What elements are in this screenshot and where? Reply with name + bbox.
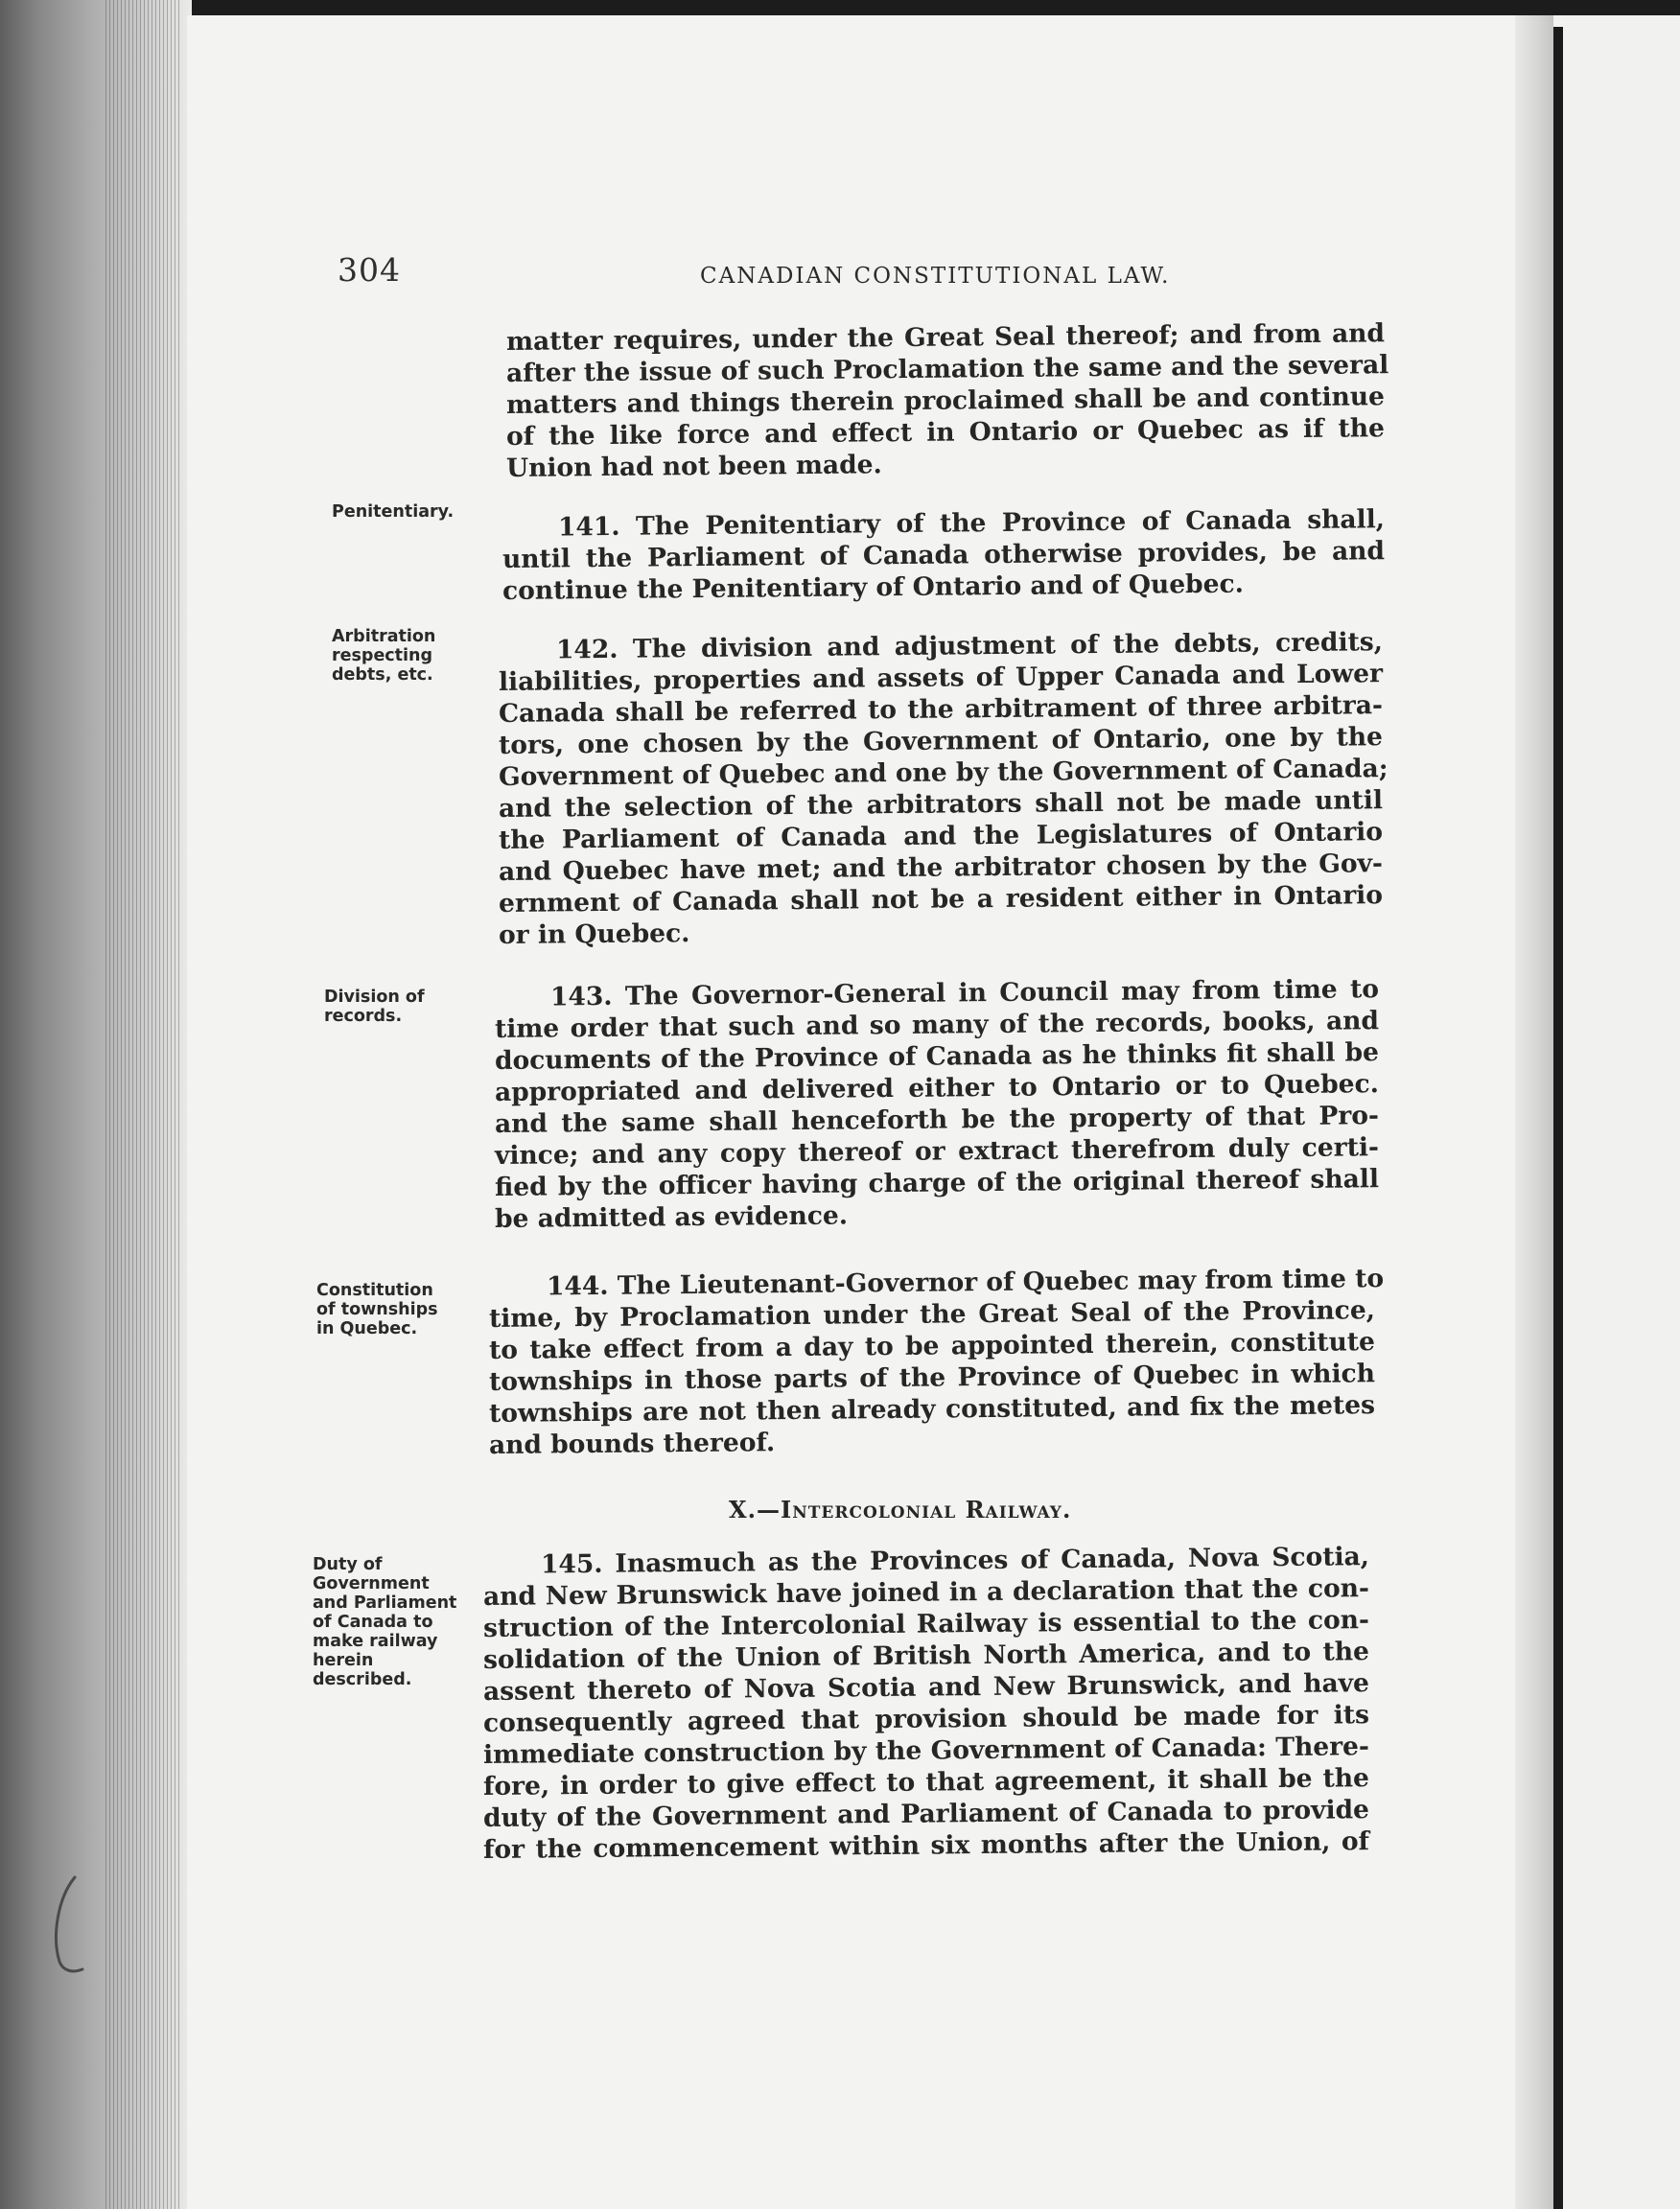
text-line: liabilities, properties and assets of Upper Canada and Lower: [498, 659, 1384, 697]
section-number: 145.: [540, 1548, 603, 1580]
text-line: townships in those parts of the Province of Quebec in which: [488, 1359, 1376, 1397]
margin-note-railway: described.: [313, 1670, 412, 1689]
margin-note-penitentiary: Penitentiary.: [332, 502, 455, 522]
text-line: the Parliament of Canada and the Legislatures of Ontario: [498, 817, 1384, 855]
text-line: matters and things therein proclaimed shall be and continue: [505, 382, 1386, 420]
text-line: fore, in order to give effect to that agreement, it shall be the: [482, 1763, 1370, 1802]
margin-note-railway: Duty of: [313, 1555, 383, 1574]
text-line: and New Brunswick have joined in a declaration that the con-: [482, 1573, 1370, 1612]
margin-note-division: Division of: [324, 988, 425, 1007]
text-line: matter requires, under the Great Seal thereof; and from and: [505, 318, 1386, 357]
text-line: after the issue of such Proclamation the same and the several: [505, 350, 1389, 388]
text-line: be admitted as evidence.: [494, 1200, 849, 1234]
text-line: consequently agreed that provision should be made for its: [482, 1700, 1370, 1738]
text-line: solidation of the Union of British North America, and to the: [482, 1637, 1370, 1675]
margin-note-railway: Government: [313, 1574, 430, 1593]
margin-note-railway: and Parliament: [313, 1593, 457, 1613]
margin-note-division: records.: [324, 1007, 403, 1026]
section-number: 142.: [555, 634, 618, 665]
text-line: struction of the Intercolonial Railway is essential to the con-: [482, 1605, 1370, 1643]
margin-note-townships: Constitution: [316, 1281, 433, 1300]
margin-note-townships: of townships: [316, 1300, 438, 1319]
section-text: The Governor-General in Council may from time to: [612, 974, 1380, 1011]
text-line: Canada shall be referred to the arbitrament of three arbitra-: [498, 690, 1384, 729]
text-line: Government of Quebec and one by the Government of Canada;: [498, 754, 1388, 792]
section-text: The Lieutenant-Governor of Quebec may from time to: [608, 1264, 1385, 1301]
text-line: Union had not been made.: [505, 450, 882, 483]
margin-note-arbitration: Arbitration: [332, 627, 436, 646]
text-line: to take effect from a day to be appointed therein, constitute: [488, 1327, 1376, 1365]
text-line: fied by the officer having charge of the original thereof shall: [494, 1164, 1380, 1202]
running-head: CANADIAN CONSTITUTIONAL LAW.: [700, 264, 1171, 289]
text-line: ernment of Canada shall not be a resident either in Ontario: [498, 880, 1384, 918]
text-line: vince; and any copy thereof or extract therefrom duly certi-: [494, 1132, 1380, 1171]
page-edge-lines: [105, 0, 182, 2209]
part-title: Intercolonial Railway.: [780, 1496, 1072, 1523]
margin-note-railway: make railway: [313, 1632, 438, 1651]
facing-page-edge: [1563, 15, 1680, 2209]
text-line: for the commencement within six months after the Union, of: [482, 1826, 1370, 1865]
scanner-top-band: [0, 0, 1680, 15]
margin-note-arbitration: debts, etc.: [332, 665, 433, 685]
text-line: and the selection of the arbitrators shall not be made until: [498, 785, 1384, 824]
text-line: continue the Penitentiary of Ontario and of Quebec.: [502, 569, 1245, 606]
margin-note-arbitration: respecting: [332, 646, 433, 665]
text-line: time order that such and so many of the records, books, and: [494, 1006, 1380, 1044]
margin-note-townships: in Quebec.: [316, 1319, 418, 1338]
part-heading: [729, 1496, 1071, 1523]
part-number: X.—: [729, 1496, 781, 1523]
text-line: and Quebec have met; and the arbitrator chosen by the Gov-: [498, 849, 1384, 887]
text-line: and the same shall henceforth be the property of that Pro-: [494, 1101, 1380, 1139]
page-number: 304: [338, 251, 401, 289]
book-spine: [1553, 27, 1563, 2209]
section-number: 143.: [549, 981, 613, 1012]
section-text: The division and adjustment of the debts, credits,: [618, 627, 1384, 664]
section-number: 144.: [546, 1270, 609, 1302]
text-line: duty of the Government and Parliament of Canada to provide: [482, 1795, 1370, 1833]
margin-note-railway: herein: [313, 1651, 374, 1670]
text-line: until the Parliament of Canada otherwise provides, be and: [502, 536, 1386, 574]
text-line: immediate construction by the Government of Canada: There-: [482, 1732, 1370, 1770]
text-line: time, by Proclamation under the Great Seal of the Province,: [488, 1295, 1376, 1334]
section-text: Inasmuch as the Provinces of Canada, Nova Scotia,: [602, 1542, 1370, 1579]
text-line: documents of the Province of Canada as he thinks fit shall be: [494, 1037, 1380, 1076]
text-line: townships are not then already constituted, and fix the metes: [488, 1390, 1376, 1429]
section-number: 141.: [557, 511, 620, 543]
text-line: appropriated and delivered either to Ontario or to Quebec.: [494, 1069, 1380, 1107]
text-line: tors, one chosen by the Government of Ontario, one by the: [498, 722, 1384, 760]
text-line: or in Quebec.: [498, 918, 690, 950]
gutter-shadow: [1515, 15, 1553, 2209]
text-line: assent thereto of Nova Scotia and New Brunswick, and have: [482, 1668, 1370, 1707]
text-line: and bounds thereof.: [488, 1428, 776, 1460]
margin-note-railway: of Canada to: [313, 1613, 433, 1632]
section-text: The Penitentiary of the Province of Canada shall,: [619, 504, 1386, 542]
text-line: of the like force and effect in Ontario or Quebec as if the: [505, 413, 1386, 452]
